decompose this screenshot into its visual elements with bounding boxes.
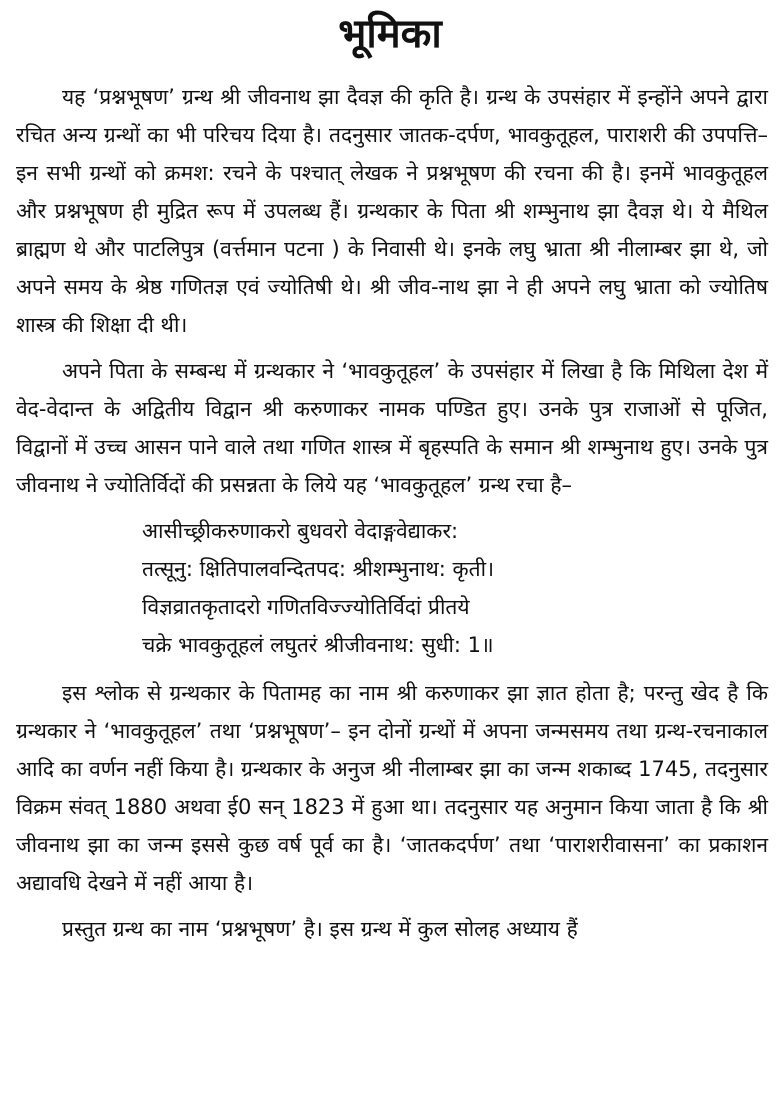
sanskrit-verse [142, 512, 768, 664]
verse-line-3: विज्ञव्रातकृतादरो गणितविज्ज्योतिर्विदां प्रीतये [142, 595, 470, 619]
document-body [16, 78, 768, 956]
paragraph-3: इस श्लोक से ग्रन्थकार के पितामह का नाम श्री करुणाकर झा ज्ञात होता है; परन्तु खेद है कि ग्रन्थकार ने ‘भावकुतूहल’ तथा ‘प्रश्नभूषण’– इन दोनों ग्रन्थों में अपना जन्मसमय तथा ग्रन्थ-रचनाकाल आदि का वर्णन नहीं किया है। ग्रन्थकार के अनुज श्री नीलाम्बर झा का जन्म शकाब्द 1745, तदनुसार विक्रम संवत् 1880 अथवा ई0 सन् 1823 में हुआ था। तदनुसार यह अनुमान किया जाता है कि श्री जीवनाथ झा का जन्म इससे कुछ वर्ष पूर्व का है। ‘जातकदर्पण’ तथा ‘पाराशरीवासना’ का प्रकाशन अद्यावधि देखने में नहीं आया है। [16, 681, 768, 895]
verse-line-1: आसीच्छ्रीकरुणाकरो बुधवरो वेदाङ्गवेद्याकर: [142, 519, 459, 543]
verse-line-4: चक्रे भावकुतूहलं लघुतरं श्रीजीवनाथ: सुधी: 1॥ [142, 633, 494, 657]
paragraph-4: प्रस्तुत ग्रन्थ का नाम ‘प्रश्नभूषण’ है। इस ग्रन्थ में कुल सोलह अध्याय हैं [62, 917, 578, 941]
paragraph-1: यह ‘प्रश्नभूषण’ ग्रन्थ श्री जीवनाथ झा दैवज्ञ की कृति है। ग्रन्थ के उपसंहार में इन्होंने अपने द्वारा रचित अन्य ग्रन्थों का भी परिचय दिया है। तदनुसार जातक-दर्पण, भावकुतूहल, पाराशरी की उपपत्ति– इन सभी ग्रन्थों को क्रमश: रचने के पश्चात् लेखक ने प्रश्नभूषण की रचना की है। इनमें भावकुतूहल और प्रश्नभूषण ही मुद्रित रूप में उपलब्ध हैं। ग्रन्थकार के पिता श्री शम्भुनाथ झा दैवज्ञ थे। ये मैथिल ब्राह्मण थे और पाटलिपुत्र (वर्त्तमान पटना ) के निवासी थे। इनके लघु भ्राता श्री नीलाम्बर झा थे, जो अपने समय के श्रेष्ठ गणितज्ञ एवं ज्योतिषी थे। श्री जीव-नाथ झा ने ही अपने लघु भ्राता को ज्योतिष शास्त्र की शिक्षा दी थी। [16, 85, 768, 337]
paragraph-2: अपने पिता के सम्बन्ध में ग्रन्थकार ने ‘भावकुतूहल’ के उपसंहार में लिखा है कि मिथिला देश में वेद-वेदान्त के अद्वितीय विद्वान श्री करुणाकर नामक पण्डित हुए। उनके पुत्र राजाओं से पूजित, विद्वानों में उच्च आसन पाने वाले तथा गणित शास्त्र में बृहस्पति के समान श्री शम्भुनाथ हुए। उनके पुत्र जीवनाथ ने ज्योतिर्विदों की प्रसन्नता के लिये यह ‘भावकुतूहल’ ग्रन्थ रचा है– [16, 359, 768, 497]
page-title: भूमिका [338, 11, 442, 57]
verse-line-2: तत्सूनु: क्षितिपालवन्दितपद: श्रीशम्भुनाथ: कृती। [142, 557, 495, 581]
